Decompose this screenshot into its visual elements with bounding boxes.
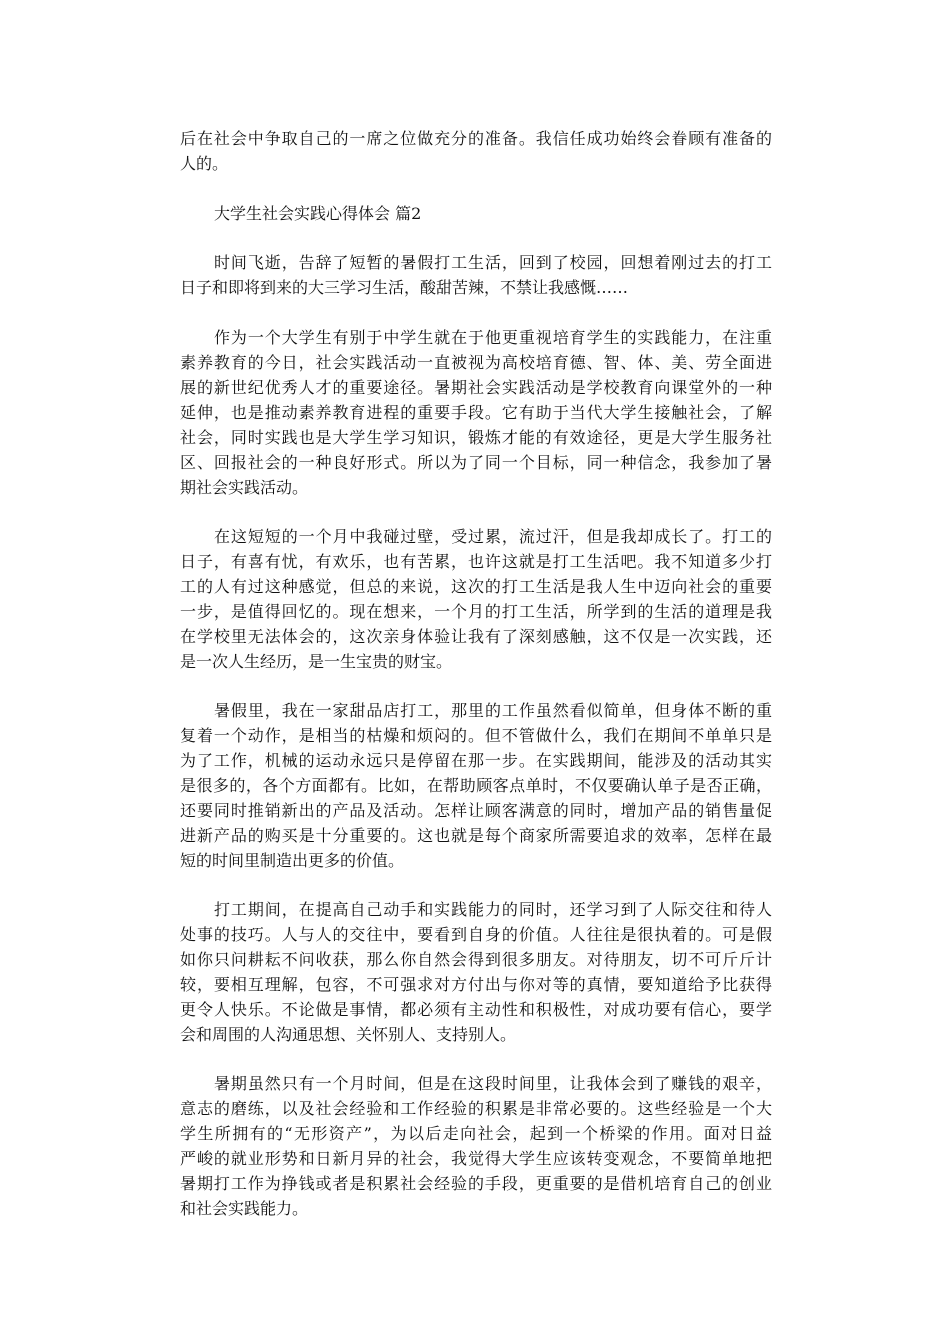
paragraph-line: 在学校里无法体会的，这次亲身体验让我有了深刻感触，这不仅是一次实践，还 [180,627,772,646]
paragraph-line: 工的人有过这种感觉，但总的来说，这次的打工生活是我人生中迈向社会的重要 [180,577,772,596]
section-heading: 大学生社会实践心得体会 篇2 [214,204,422,223]
paragraph-line: 严峻的就业形势和日新月异的社会，我觉得大学生应该转变观念，不要简单地把 [180,1149,772,1168]
paragraph-line: 素养教育的今日，社会实践活动一直被视为高校培育德、智、体、美、劳全面进 [180,353,772,372]
paragraph-line: 意志的磨练，以及社会经验和工作经验的积累是非常必要的。这些经验是一个大 [180,1099,772,1118]
paragraph-line: 延伸，也是推动素养教育进程的重要手段。它有助于当代大学生接触社会，了解 [180,403,772,422]
paragraph-line: 暑期打工作为挣钱或者是积累社会经验的手段，更重要的是借机培育自己的创业 [180,1174,772,1193]
paragraph-line: 会和周围的人沟通思想、关怀别人、支持别人。 [180,1025,517,1044]
paragraph-line: 暑假里，我在一家甜品店打工，那里的工作虽然看似简单，但身体不断的重 [214,701,772,720]
paragraph-line: 如你只问耕耘不问收获，那么你自然会得到很多朋友。对待朋友，切不可斤斤计 [180,950,772,969]
paragraph-line: 时间飞逝，告辞了短暂的暑假打工生活，回到了校园，回想着刚过去的打工 [214,253,772,272]
paragraph-line: 为了工作，机械的运动永远只是停留在那一步。在实践期间，能涉及的活动其实 [180,751,772,770]
paragraph-line: 短的时间里制造出更多的价值。 [180,851,405,870]
paragraph-line: 打工期间，在提高自己动手和实践能力的同时，还学习到了人际交往和待人 [214,900,772,919]
intro-line: 后在社会中争取自己的一席之位做充分的准备。我信任成功始终会眷顾有准备的 [180,129,772,148]
paragraph-line: 暑期虽然只有一个月时间，但是在这段时间里，让我体会到了赚钱的艰辛， [214,1074,772,1093]
paragraph-line: 期社会实践活动。 [180,478,309,497]
paragraph-line: 进新产品的购买是十分重要的。这也就是每个商家所需要追求的效率，怎样在最 [180,826,772,845]
paragraph-line: 作为一个大学生有别于中学生就在于他更重视培育学生的实践能力，在注重 [214,328,772,347]
paragraph-line: 社会，同时实践也是大学生学习知识，锻炼才能的有效途径，更是大学生服务社 [180,428,772,447]
paragraph-line: 是很多的，各个方面都有。比如，在帮助顾客点单时，不仅要确认单子是否正确， [180,776,772,795]
paragraph-line: 日子，有喜有忧，有欢乐，也有苦累，也许这就是打工生活吧。我不知道多少打 [180,552,772,571]
paragraph-line: 和社会实践能力。 [180,1199,309,1218]
paragraph-line: 日子和即将到来的大三学习生活，酸甜苦辣，不禁让我感慨…… [180,278,629,297]
intro-line: 人的。 [180,154,229,173]
paragraph-line: 还要同时推销新出的产品及活动。怎样让顾客满意的同时，增加产品的销售量促 [180,801,772,820]
paragraph-line: 区、回报社会的一种良好形式。所以为了同一个目标，同一种信念，我参加了暑 [180,453,772,472]
paragraph-line: 处事的技巧。人与人的交往中，要看到自身的价值。人往往是很执着的。可是假 [180,925,772,944]
paragraph-line: 一步，是值得回忆的。现在想来，一个月的打工生活，所学到的生活的道理是我 [180,602,772,621]
paragraph-line: 展的新世纪优秀人才的重要途径。暑期社会实践活动是学校教育向课堂外的一种 [180,378,772,397]
paragraph-line: 在这短短的一个月中我碰过壁，受过累，流过汗，但是我却成长了。打工的 [214,527,772,546]
paragraph-line: 更令人快乐。不论做是事情，都必须有主动性和积极性，对成功要有信心，要学 [180,1000,772,1019]
paragraph-line: 学生所拥有的“无形资产”，为以后走向社会，起到一个桥梁的作用。面对日益 [180,1124,772,1143]
paragraph-line: 复着一个动作，是相当的枯燥和烦闷的。但不管做什么，我们在期间不单单只是 [180,726,772,745]
paragraph-line: 较，要相互理解，包容，不可强求对方付出与你对等的真情，要知道给予比获得 [180,975,772,994]
paragraph-line: 是一次人生经历，是一生宝贵的财宝。 [180,652,453,671]
